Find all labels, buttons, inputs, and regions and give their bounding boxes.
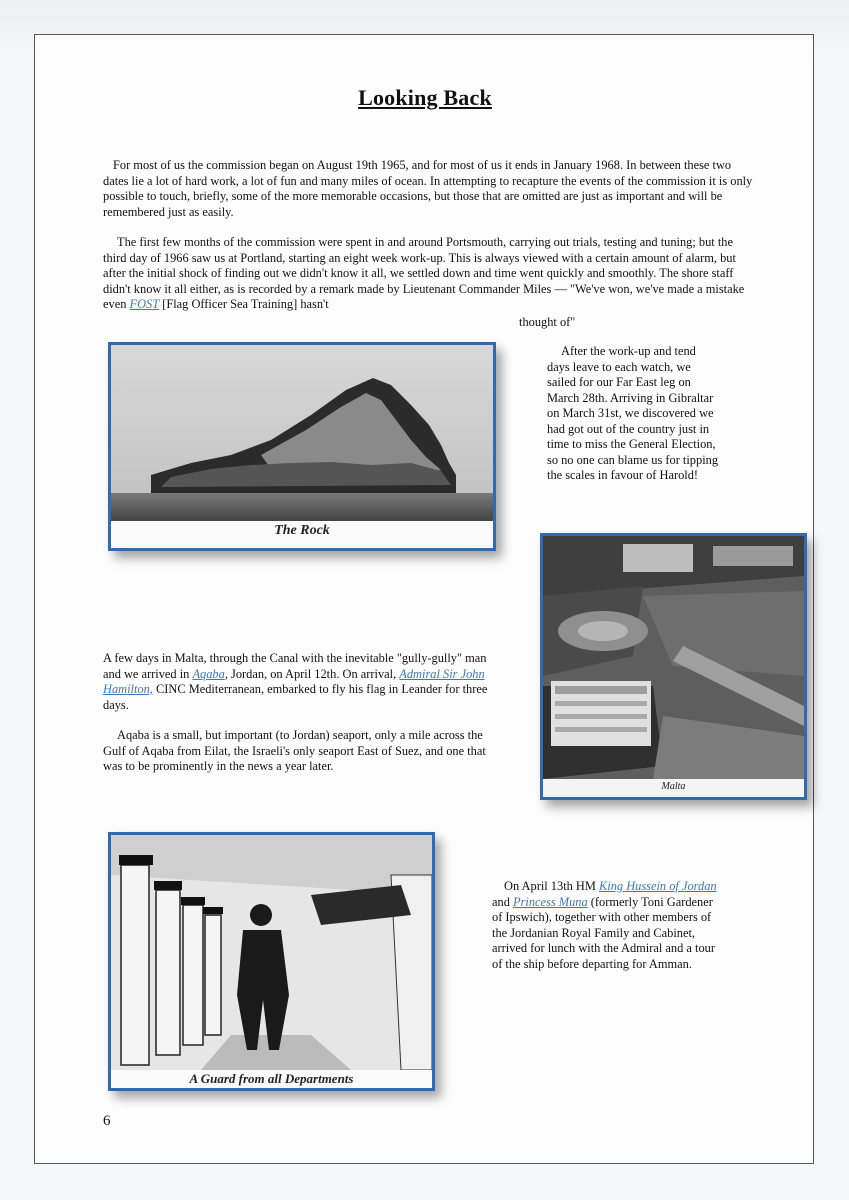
paragraph-tail: thought of" [519,315,576,329]
paragraph-portsmouth [103,235,753,313]
rock-caption: The Rock [274,523,330,538]
malta-caption: Malta [661,781,686,792]
paragraph-text: [Flag Officer Sea Training] hasn't [159,297,329,311]
guard-caption: A Guard from all Departments [189,1071,354,1086]
king-hussein-link[interactable]: King Hussein of Jordan [599,879,717,893]
paragraph-text: and [492,894,513,909]
paragraph-text: On April 13th HM [504,879,599,893]
malta-aerial-image [543,536,804,779]
paragraph-king-hussein [492,879,722,972]
fost-link[interactable]: FOST [129,297,160,311]
paragraph-text: CINC Mediterranean, embarked to fly his flag in Leander for three days. [103,682,488,712]
paragraph-intro: For most of us the commission began on August 19th 1965, and for most of us it ends in January 1968. In between these two dates lie a lot of hard work, a lot of fun and many miles of ocean. In attempting to recapture the events of the commission it is only possible to touch, briefly, some of the more memorable occasions, but those that are omitted are just as important and will be remembered just as easily. [103,158,753,219]
paragraph-aqaba: Aqaba is a small, but important (to Jordan) seaport, only a mile across the Gulf of Aqaba from Eilat, the Israeli's only seaport East of Suez, and one that was to be prominently in the news a year later. [103,728,486,773]
admiral-hamilton-link[interactable]: Admiral Sir John Hamilton, [103,666,485,696]
rock-photo [108,342,496,551]
malta-photo [540,533,807,800]
guard-photo [108,832,435,1091]
aqaba-link[interactable]: Aqaba [192,666,225,681]
gibraltar-rock-image [111,345,493,548]
page-title: Looking Back [358,85,492,110]
paragraph-text: (formerly Toni Gardener of Ipswich), together with other members of the Jordanian Royal Family and Cabinet, arrived for lunch with the Admiral and a tour of the ship before departing for Amman. [492,894,715,971]
paragraph-malta [103,651,503,713]
paragraph-text: A few days in Malta, through the Canal with the inevitable "gully-gully" man and we arrived in [103,651,487,681]
paragraph-text: The first few months of the commission were spent in and around Portsmouth, carrying out trials, testing and tuning; but the third day of 1966 saw us at Portland, starting an eight week work-up. This is always viewed with a certain amount of alarm, but after the initial shock of finding out we didn't know it all, we settled down and time went quickly and smoothly. The shore staff didn't know it all either, as is recorded by a remark made by Lieutenant Commander Miles — "We've won, we've made a mistake even [103,235,745,311]
page-frame [34,34,814,1164]
guard-of-honour-image [111,835,432,1070]
page-number: 6 [103,1113,111,1129]
paragraph-gibraltar: After the work-up and tend days leave to each watch, we sailed for our Far East leg on March 28th. Arriving in Gibraltar on March 31st, we discovered we had got out of the country just in time to miss the General Election, so no one can blame us for tipping the scales in favour of Harold! [547,344,719,482]
paragraph-text: , Jordan, on April 12th. On arrival, [224,666,400,681]
princess-muna-link[interactable]: Princess Muna [513,894,588,909]
